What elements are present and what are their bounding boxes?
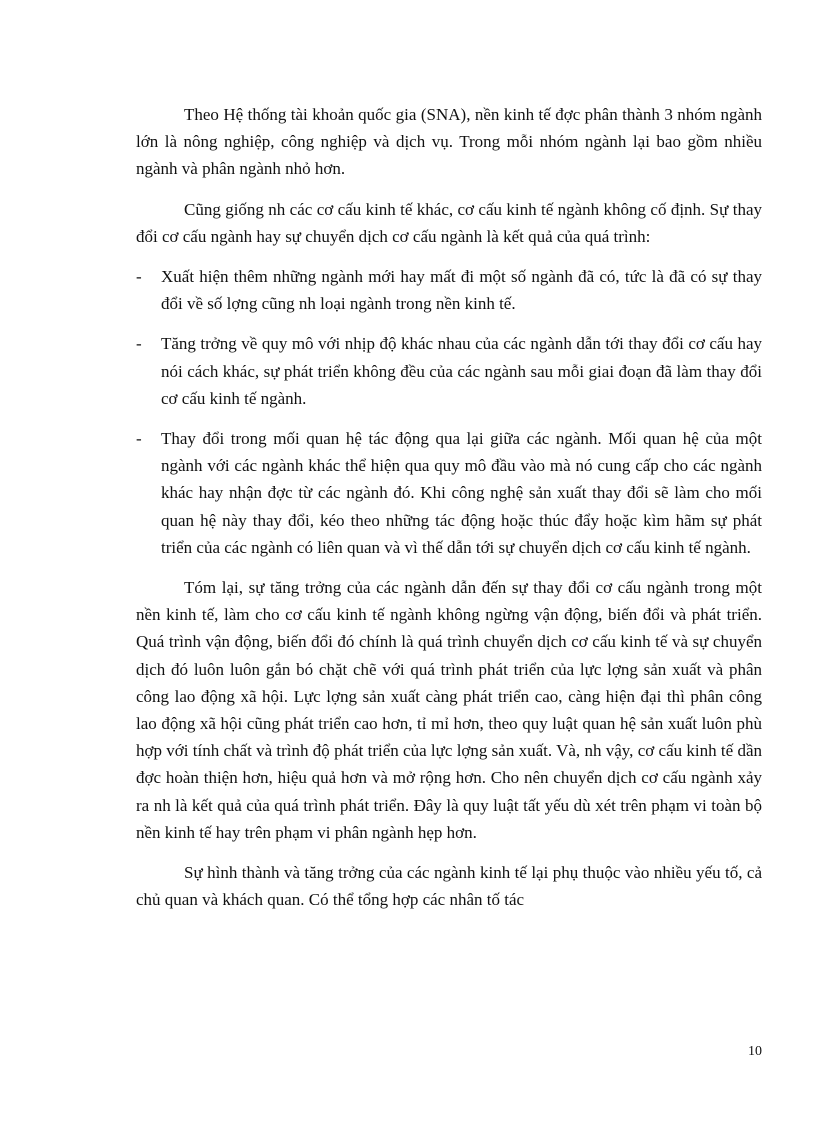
dash-bullet: - bbox=[136, 267, 142, 287]
list-item-text: Xuất hiện thêm những ngành mới hay mất đi một số ngành đã có, tức là đã có sự thay đổi về số lợng cũng nh loại ngành trong nền kinh tế. bbox=[161, 267, 762, 314]
paragraph-factors: Sự hình thành và tăng trởng của các ngành kinh tế lại phụ thuộc vào nhiều yếu tố, cả chủ quan và khách quan. Có thể tổng hợp các nhân tố tác bbox=[136, 863, 762, 910]
list-item bbox=[136, 330, 762, 412]
paragraph-structure-change: Cũng giống nh các cơ cấu kinh tế khác, cơ cấu kinh tế ngành không cố định. Sự thay đổi cơ cấu ngành hay sự chuyển dịch cơ cấu ngành là kết quả của quá trình: bbox=[136, 199, 762, 246]
process-list bbox=[136, 263, 762, 561]
document-body bbox=[136, 101, 762, 926]
page-number: 10 bbox=[748, 1044, 762, 1059]
list-item bbox=[136, 425, 762, 561]
dash-bullet: - bbox=[136, 334, 142, 354]
list-item-text: Thay đổi trong mối quan hệ tác động qua lại giữa các ngành. Mối quan hệ của một ngành với các ngành khác thể hiện qua quy mô đầu vào mà nó cung cấp cho các ngành khác hay nhận đợc từ các ngành đó. Khi công nghệ sản xuất thay đổi sẽ làm cho mối quan hệ này thay đổi, kéo theo những tác động hoặc thúc đẩy hoặc kìm hãm sự phát triển của các ngành có liên quan và vì thế dẫn tới sự chuyển dịch cơ cấu kinh tế ngành. bbox=[161, 429, 762, 557]
list-item bbox=[136, 263, 762, 317]
paragraph-sna-classification: Theo Hệ thống tài khoản quốc gia (SNA), nền kinh tế đợc phân thành 3 nhóm ngành lớn là nông nghiệp, công nghiệp và dịch vụ. Trong mỗi nhóm ngành lại bao gồm nhiều ngành và phân ngành nhỏ hơn. bbox=[136, 105, 762, 179]
paragraph-summary: Tóm lại, sự tăng trởng của các ngành dẫn đến sự thay đổi cơ cấu ngành trong một nền kinh tế, làm cho cơ cấu kinh tế ngành không ngừng vận động, biến đổi và phát triển. Quá trình vận động, biến đổi đó chính là quá trình chuyển dịch cơ cấu kinh tế và sự chuyển dịch đó luôn luôn gắn bó chặt chẽ với quá trình phát triển của lực lợng sản xuất và phân công lao động xã hội. Lực lợng sản xuất càng phát triển cao, càng hiện đại thì phân công lao động xã hội cũng phát triển cao hơn, tỉ mỉ hơn, theo quy luật quan hệ sản xuất luôn phù hợp với tính chất và trình độ phát triển của lực lợng sản xuất. Và, nh vậy, cơ cấu kinh tế dần đợc hoàn thiện hơn, hiệu quả hơn và mở rộng hơn. Cho nên chuyển dịch cơ cấu ngành xảy ra nh là kết quả của quá trình phát triển. Đây là quy luật tất yếu dù xét trên phạm vi toàn bộ nền kinh tế hay trên phạm vi phân ngành hẹp hơn. bbox=[136, 578, 762, 842]
dash-bullet: - bbox=[136, 429, 142, 449]
list-item-text: Tăng trởng về quy mô với nhịp độ khác nhau của các ngành dẫn tới thay đổi cơ cấu hay nói cách khác, sự phát triển không đều của các ngành sau mỗi giai đoạn đã làm thay đổi cơ cấu kinh tế ngành. bbox=[161, 334, 762, 408]
